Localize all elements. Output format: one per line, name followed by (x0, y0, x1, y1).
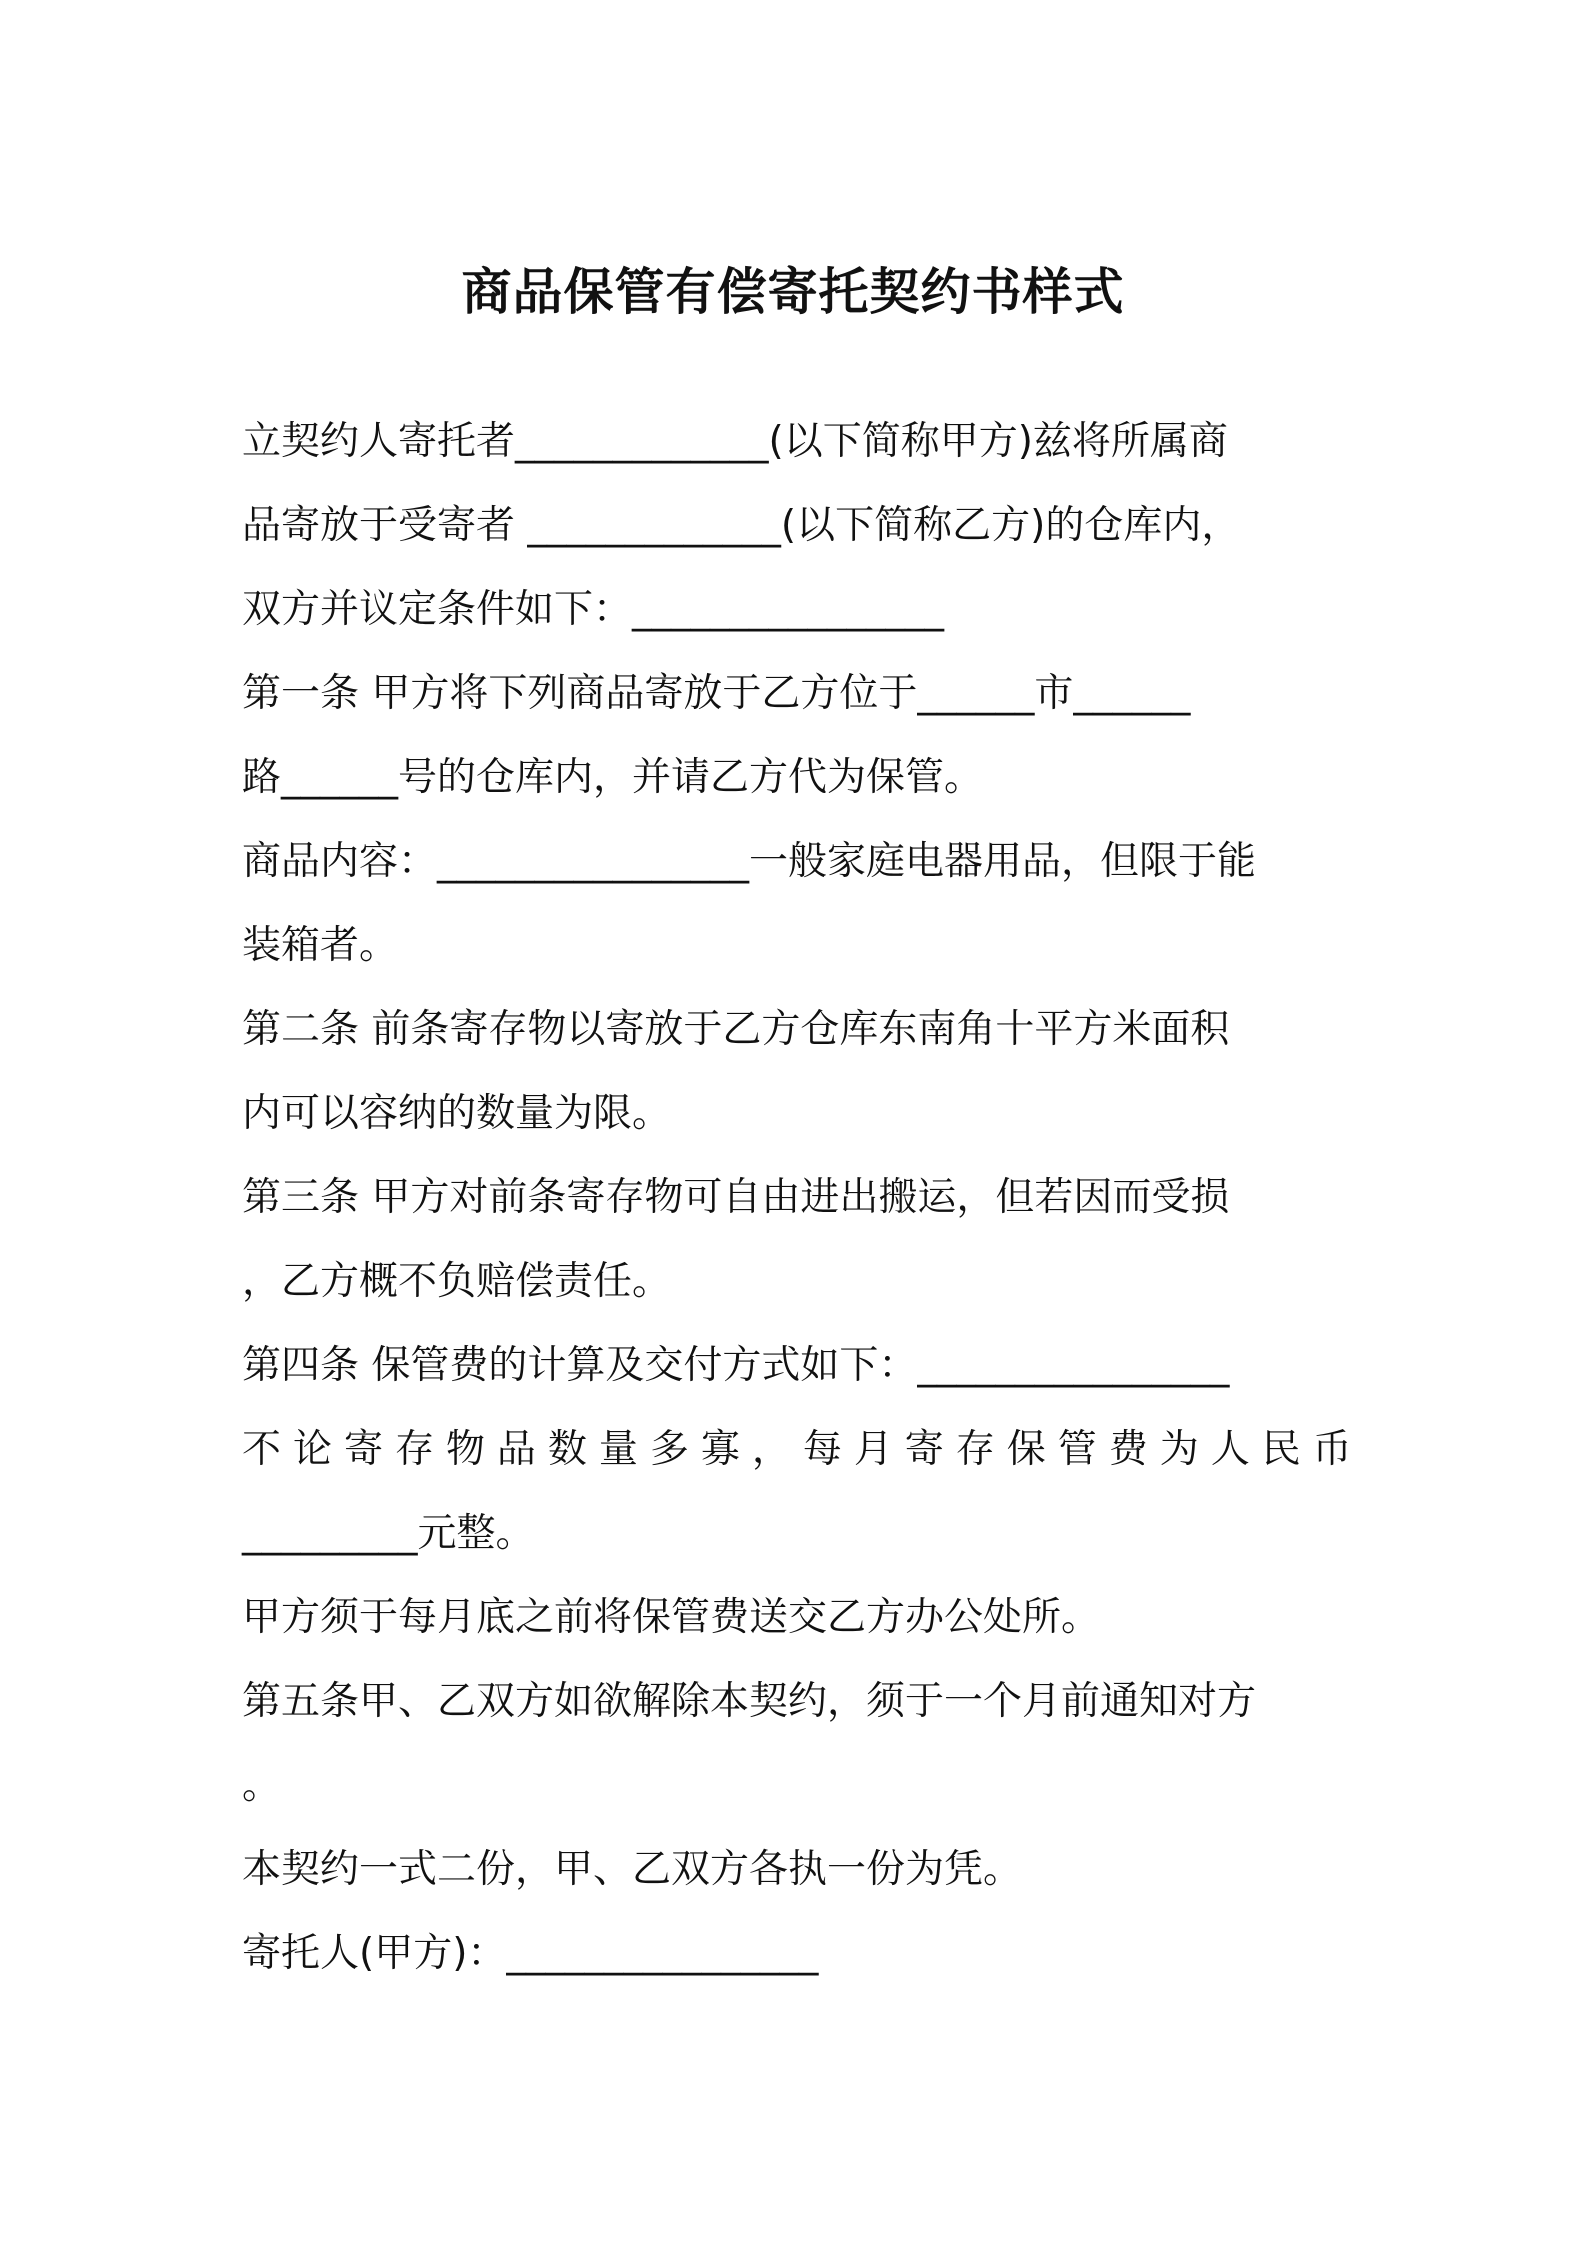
justified-char: ， (751, 1427, 791, 1472)
paragraph-line: 寄托人(甲方)：________________ (242, 1931, 819, 1976)
paragraph-line: 本契约一式二份，甲、乙双方各执一份为凭。 (242, 1847, 1023, 1892)
paragraph-line: 路______号的仓库内，并请乙方代为保管。 (242, 755, 984, 800)
justified-char: 不 (242, 1427, 282, 1472)
document-title: 商品保管有偿寄托契约书样式 (461, 263, 1125, 321)
paragraph-line: 第一条 甲方将下列商品寄放于乙方位于______市______ (242, 671, 1191, 716)
justified-char: 寄 (904, 1427, 944, 1472)
justified-char: 币 (1312, 1427, 1352, 1472)
paragraph-line: 商品内容：________________一般家庭电器用品，但限于能 (242, 839, 1257, 884)
paragraph-line: 立契约人寄托者_____________(以下简称甲方)兹将所属商 (242, 419, 1228, 464)
justified-char: 保 (1006, 1427, 1046, 1472)
paragraph-line: 双方并议定条件如下：________________ (242, 587, 945, 632)
justified-char: 论 (292, 1427, 332, 1472)
paragraph-line: 装箱者。 (242, 923, 399, 968)
justified-char: 寡 (700, 1427, 740, 1472)
justified-char: 每 (802, 1427, 842, 1472)
justified-char: 管 (1057, 1427, 1097, 1472)
justified-char: 品 (496, 1427, 536, 1472)
justified-char: 月 (853, 1427, 893, 1472)
justified-char: 存 (394, 1427, 434, 1472)
justified-char: 物 (445, 1427, 485, 1472)
document-body (242, 400, 1352, 1996)
paragraph-line: 第二条 前条寄存物以寄放于乙方仓库东南角十平方米面积 (242, 1007, 1230, 1052)
paragraph-line: 第四条 保管费的计算及交付方式如下：________________ (242, 1343, 1230, 1388)
paragraph-line: _________元整。 (242, 1511, 535, 1556)
justified-char: 为 (1159, 1427, 1199, 1472)
paragraph-line: 。 (242, 1763, 282, 1808)
paragraph-line: 内可以容纳的数量为限。 (242, 1091, 672, 1136)
justified-char: 数 (547, 1427, 587, 1472)
justified-char: 民 (1261, 1427, 1301, 1472)
paragraph-line: 第三条 甲方对前条寄存物可自由进出搬运，但若因而受损 (242, 1175, 1230, 1220)
justified-char: 费 (1108, 1427, 1148, 1472)
justified-char: 存 (955, 1427, 995, 1472)
justified-char: 多 (649, 1427, 689, 1472)
paragraph-line: 甲方须于每月底之前将保管费送交乙方办公处所。 (242, 1595, 1101, 1640)
justified-char: 寄 (343, 1427, 383, 1472)
justified-char: 量 (598, 1427, 638, 1472)
paragraph-line: ，乙方概不负赔偿责任。 (242, 1259, 672, 1304)
paragraph-line: 第五条甲、乙双方如欲解除本契约，须于一个月前通知对方 (242, 1679, 1257, 1724)
paragraph-line: 品寄放于受寄者 _____________(以下简称乙方)的仓库内， (242, 503, 1241, 548)
justified-char: 人 (1210, 1427, 1250, 1472)
paragraph-line-justified (242, 1408, 1352, 1492)
